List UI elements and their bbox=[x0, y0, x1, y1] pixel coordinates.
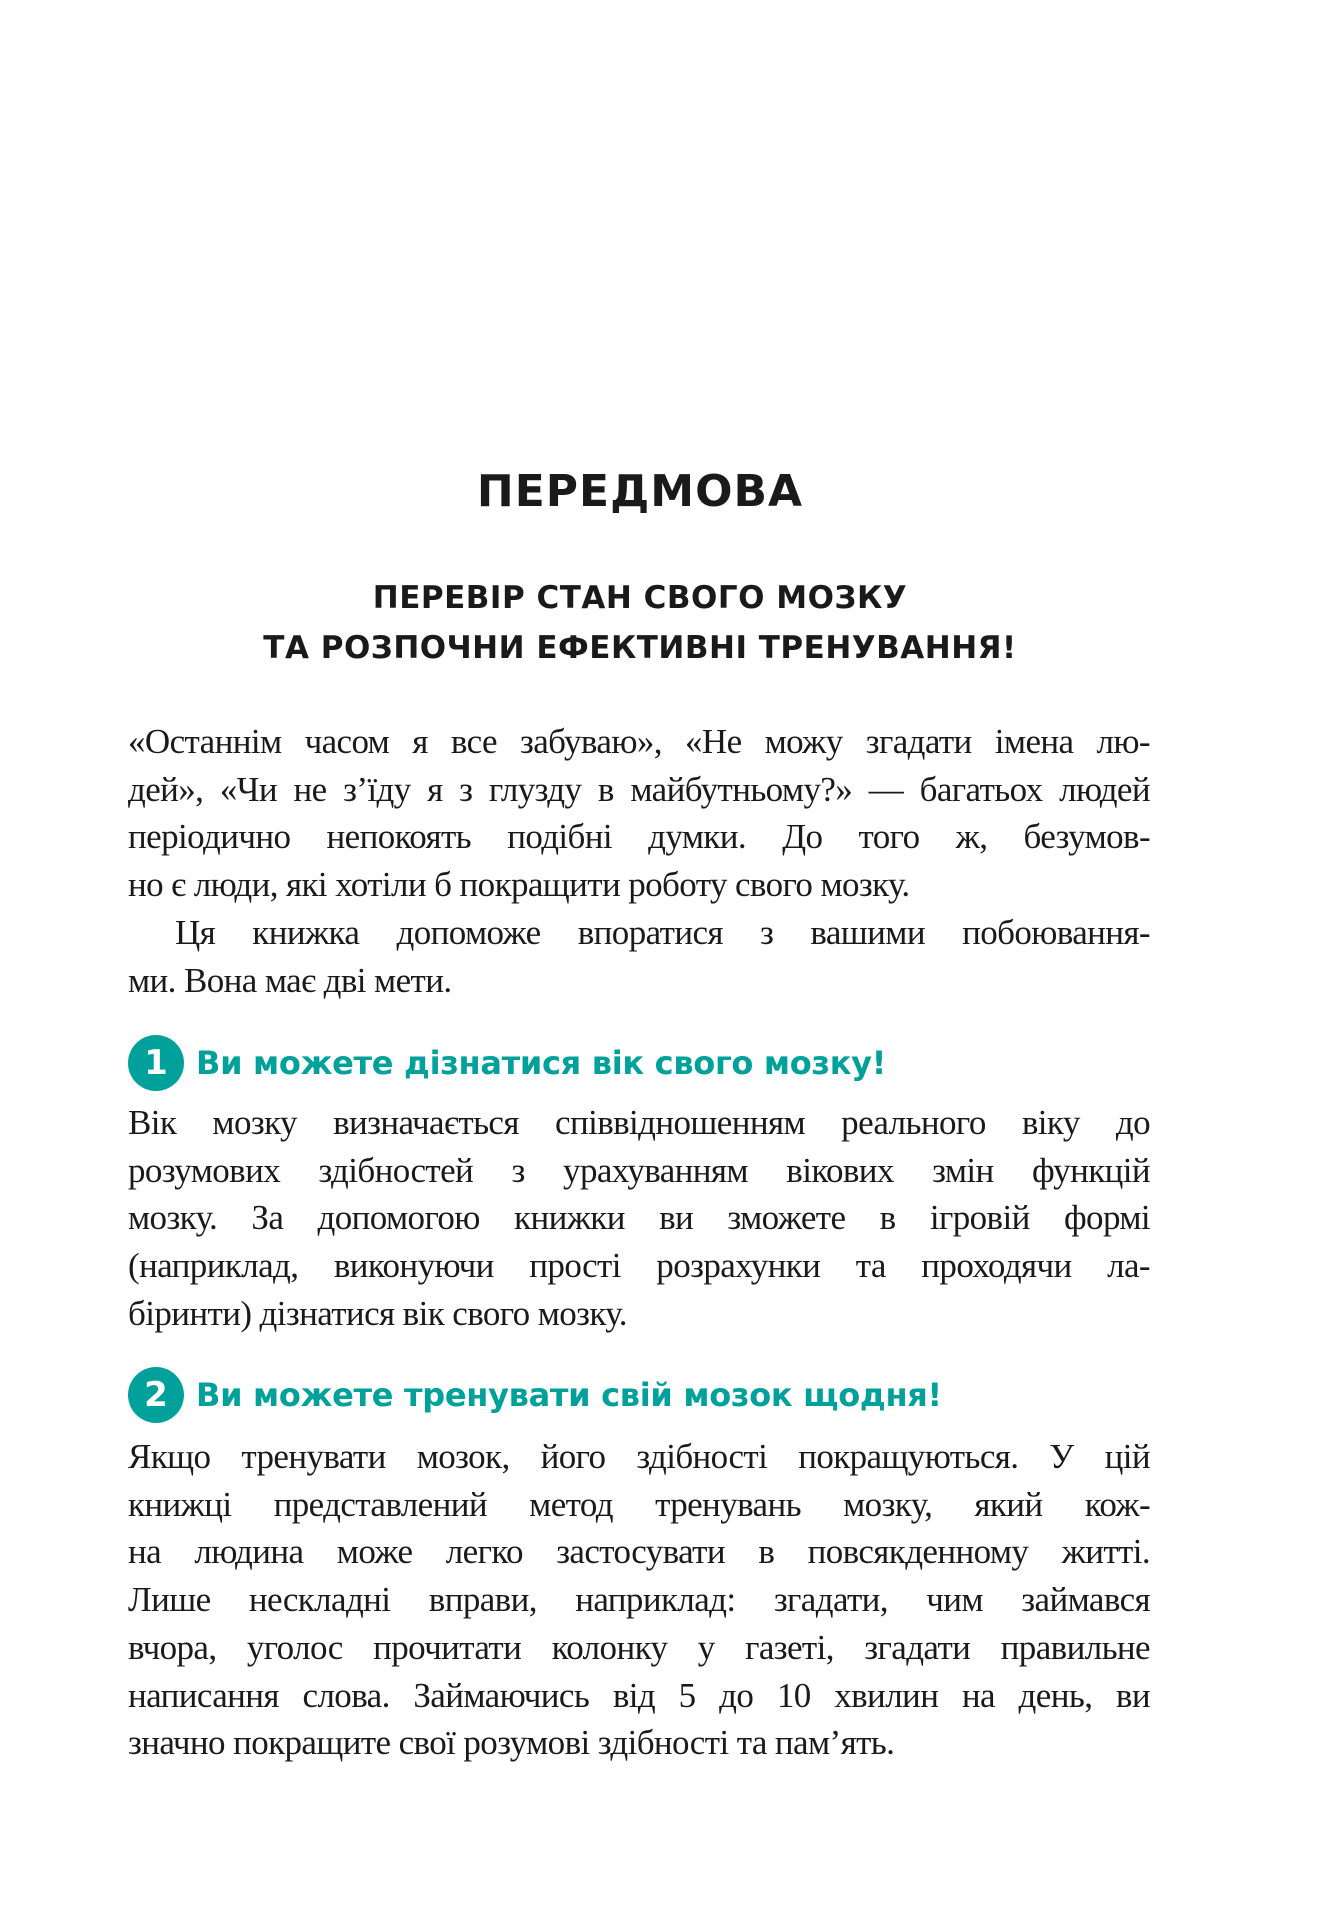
text-line: дей», «Чи не з’їду я з глузду в майбутньому?» — багатьох людей bbox=[128, 769, 1150, 809]
section-2-text bbox=[128, 1433, 1150, 1767]
section-title: Ви можете дізнатися вік свого мозку! bbox=[196, 1044, 886, 1082]
text-line: Ця книжка допоможе впоратися з вашими побоювання- bbox=[175, 912, 1150, 952]
section-1-text bbox=[128, 1099, 1150, 1338]
number-badge-icon: 2 bbox=[128, 1367, 184, 1423]
text-line: розумових здібностей з урахуванням вікових змін функцій bbox=[128, 1150, 1150, 1190]
text-line: Якщо тренувати мозок, його здібності покращуються. У цій bbox=[128, 1437, 1150, 1476]
section-heading-1 bbox=[128, 1035, 886, 1091]
text-line: но є люди, які хотіли б покращити роботу свого мозку. bbox=[128, 865, 910, 905]
number-badge-icon: 1 bbox=[128, 1035, 184, 1091]
text-line: Вік мозку визначається співвідношенням реального віку до bbox=[128, 1103, 1150, 1142]
text-line: періодично непокоять подібні думки. До того ж, безумов- bbox=[128, 817, 1150, 857]
intro-text bbox=[128, 718, 1150, 1004]
text-line: ми. Вона має дві мети. bbox=[128, 960, 452, 1000]
text-line: написання слова. Займаючись від 5 до 10 хвилин на день, ви bbox=[128, 1675, 1150, 1715]
text-line: книжці представлений метод тренувань мозку, який кож- bbox=[128, 1484, 1150, 1524]
text-line: «Останнім часом я все забуваю», «Не можу згадати імена лю- bbox=[128, 722, 1150, 761]
page-title: ПЕРЕДМОВА bbox=[476, 466, 804, 517]
text-line: мозку. За допомогою книжки ви зможете в ігровій формі bbox=[128, 1198, 1150, 1238]
text-line: значно покращите свої розумові здібності та пам’ять. bbox=[128, 1723, 895, 1763]
text-line: (наприклад, виконуючи прості розрахунки та проходячи ла- bbox=[128, 1246, 1150, 1286]
text-line: на людина може легко застосувати в повсякденному житті. bbox=[128, 1532, 1150, 1572]
subtitle-line-2: ТА РОЗПОЧНИ ЕФЕКТИВНІ ТРЕНУВАННЯ! bbox=[263, 630, 1017, 666]
text-line: вчора, уголос прочитати колонку у газеті, згадати правильне bbox=[128, 1627, 1150, 1667]
text-line: Лише нескладні вправи, наприклад: згадати, чим займався bbox=[128, 1580, 1150, 1620]
subtitle-line-1: ПЕРЕВІР СТАН СВОГО МОЗКУ bbox=[372, 580, 908, 616]
section-heading-2 bbox=[128, 1367, 942, 1423]
section-title: Ви можете тренувати свій мозок щодня! bbox=[196, 1376, 942, 1414]
text-line: біринти) дізнатися вік свого мозку. bbox=[128, 1293, 627, 1333]
